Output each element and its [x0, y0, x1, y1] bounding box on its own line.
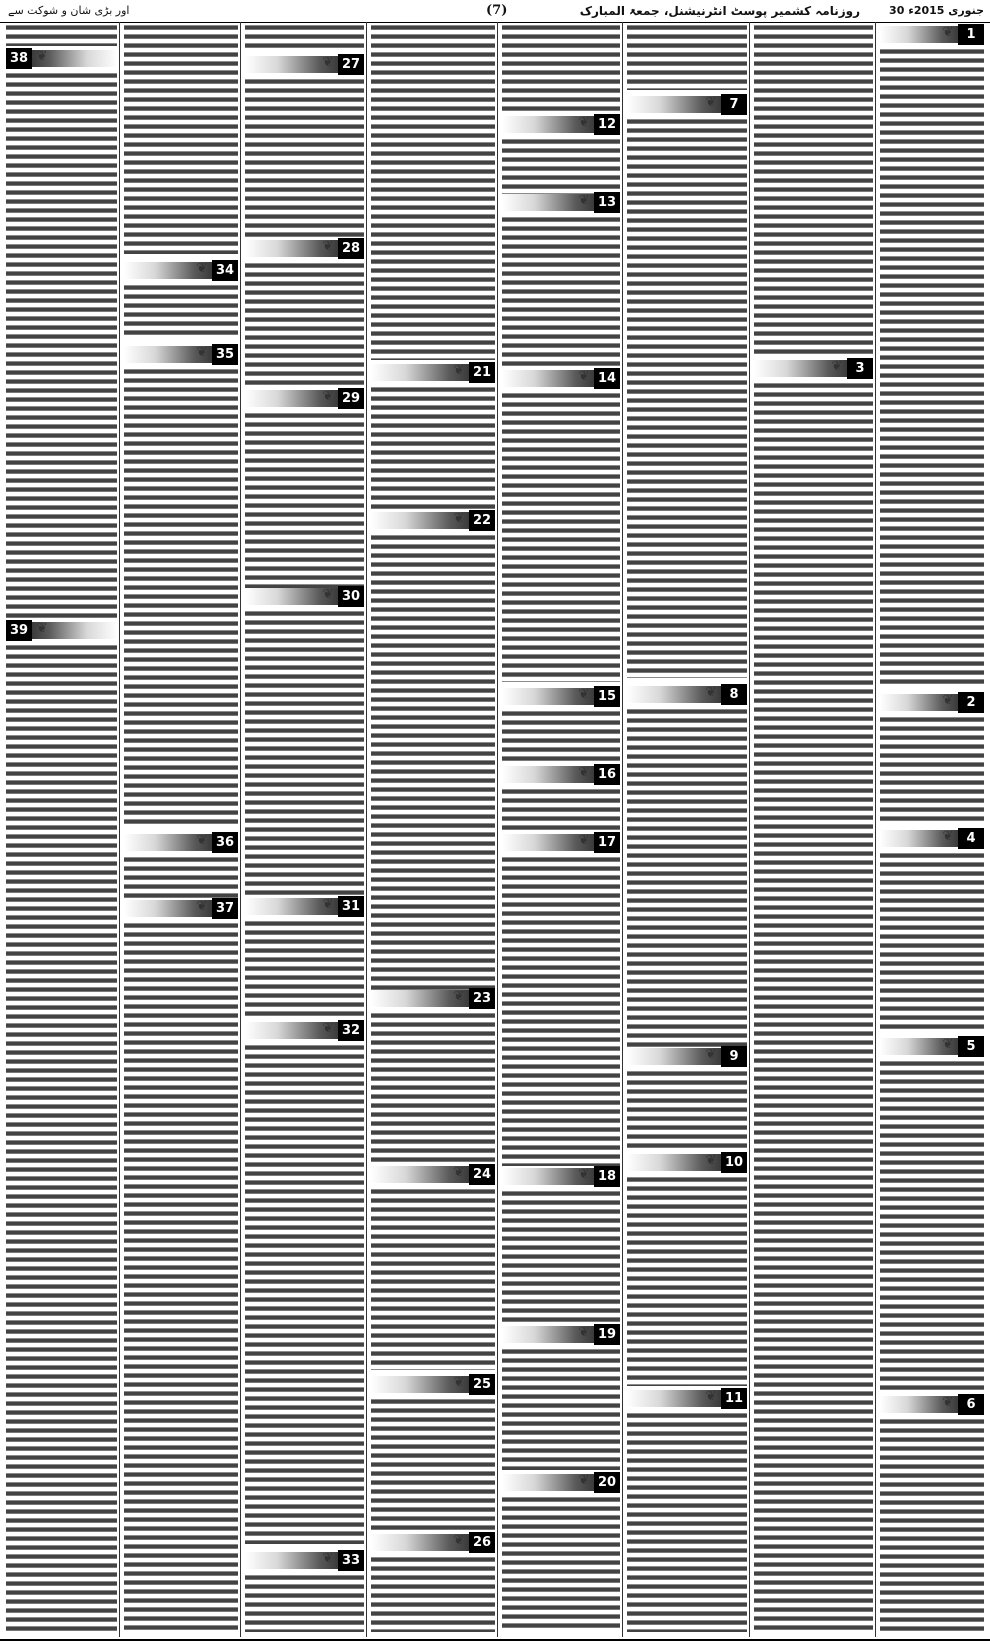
laurel-icon: ❦ [578, 193, 590, 208]
laurel-icon: ❦ [322, 1021, 334, 1036]
section-header-5 [880, 1036, 984, 1057]
page-number: (7) [486, 3, 508, 18]
newspaper-title: روزنامہ کشمیر پوسٹ انٹرنیشنل، جمعۃ المبارک [579, 4, 860, 18]
laurel-icon: ❦ [196, 899, 208, 914]
section-header-9 [627, 1046, 747, 1067]
section-number: 2 [958, 692, 984, 713]
section-header-32 [245, 1020, 364, 1041]
section-header-38 [6, 48, 117, 69]
section-header-13 [502, 192, 620, 213]
section-number: 1 [958, 24, 984, 45]
article-text-block [371, 1012, 495, 1182]
article-text-block [880, 852, 984, 1032]
article-text-block [754, 24, 873, 354]
article-text-block [245, 78, 364, 256]
article-text-block [627, 708, 747, 1068]
laurel-icon: ❦ [453, 989, 465, 1004]
section-header-2 [880, 692, 984, 713]
section-number: 35 [212, 344, 238, 365]
article-text-block [245, 1574, 364, 1632]
masthead-date: 30 جنوری 2015ء [889, 4, 984, 17]
section-number: 24 [469, 1164, 495, 1185]
section-header-37 [124, 898, 238, 919]
section-header-4 [880, 828, 984, 849]
column-5 [500, 22, 623, 1637]
section-number: 12 [594, 114, 620, 135]
article-text-block [880, 48, 984, 688]
laurel-icon: ❦ [578, 1473, 590, 1488]
section-header-7 [627, 94, 747, 115]
section-number: 13 [594, 192, 620, 213]
section-header-21 [371, 362, 495, 383]
section-number: 6 [958, 1394, 984, 1415]
column-2 [122, 22, 241, 1637]
article-text-block [124, 856, 238, 900]
laurel-icon: ❦ [322, 1551, 334, 1566]
article-text-block [502, 392, 620, 682]
laurel-icon: ❦ [453, 363, 465, 378]
column-1 [4, 22, 120, 1637]
laurel-icon: ❦ [705, 1047, 717, 1062]
section-header-24 [371, 1164, 495, 1185]
laurel-icon: ❦ [322, 389, 334, 404]
laurel-icon: ❦ [453, 1533, 465, 1548]
laurel-icon: ❦ [578, 687, 590, 702]
section-number: 27 [338, 54, 364, 75]
section-number: 10 [721, 1152, 747, 1173]
article-text-block [371, 1188, 495, 1370]
laurel-icon: ❦ [322, 587, 334, 602]
section-header-3 [754, 358, 873, 379]
laurel-icon: ❦ [453, 1375, 465, 1390]
footer-rule [0, 1639, 990, 1641]
article-text-block [880, 1060, 984, 1390]
laurel-icon: ❦ [322, 897, 334, 912]
laurel-icon: ❦ [942, 25, 954, 40]
section-number: 23 [469, 988, 495, 1009]
column-7 [752, 22, 876, 1637]
section-header-26 [371, 1532, 495, 1553]
article-text-block [371, 24, 495, 360]
laurel-icon: ❦ [705, 685, 717, 700]
section-number: 9 [721, 1046, 747, 1067]
laurel-icon: ❦ [322, 239, 334, 254]
section-number: 8 [721, 684, 747, 705]
article-text-block [754, 382, 873, 1632]
section-header-15 [502, 686, 620, 707]
article-text-block [627, 1412, 747, 1632]
section-number: 37 [212, 898, 238, 919]
article-text-block [502, 216, 620, 366]
section-header-16 [502, 764, 620, 785]
section-number: 4 [958, 828, 984, 849]
section-header-35 [124, 344, 238, 365]
section-header-1 [880, 24, 984, 45]
section-header-25 [371, 1374, 495, 1395]
article-text-block [502, 1496, 620, 1632]
laurel-icon: ❦ [705, 1153, 717, 1168]
section-header-11 [627, 1388, 747, 1409]
column-3 [243, 22, 367, 1637]
article-text-block [502, 1348, 620, 1470]
article-text-block [245, 920, 364, 1020]
laurel-icon: ❦ [453, 1165, 465, 1180]
section-number: 26 [469, 1532, 495, 1553]
article-text-block [371, 534, 495, 1004]
section-number: 30 [338, 586, 364, 607]
laurel-icon: ❦ [322, 55, 334, 70]
section-number: 11 [721, 1388, 747, 1409]
article-text-block [245, 412, 364, 592]
section-number: 34 [212, 260, 238, 281]
article-text-block [880, 716, 984, 824]
article-text-block [124, 284, 238, 338]
masthead [0, 0, 990, 23]
article-text-block [245, 610, 364, 912]
laurel-icon: ❦ [578, 115, 590, 130]
laurel-icon: ❦ [705, 1389, 717, 1404]
laurel-icon: ❦ [196, 345, 208, 360]
section-number: 17 [594, 832, 620, 853]
section-header-39 [6, 620, 117, 641]
section-number: 14 [594, 368, 620, 389]
section-header-36 [124, 832, 238, 853]
article-text-block [627, 1070, 747, 1150]
section-number: 20 [594, 1472, 620, 1493]
section-number: 25 [469, 1374, 495, 1395]
article-text-block [502, 710, 620, 762]
article-text-block [6, 644, 117, 1632]
section-header-19 [502, 1324, 620, 1345]
article-text-block [627, 1176, 747, 1386]
article-text-block [6, 24, 117, 46]
laurel-icon: ❦ [705, 95, 717, 110]
laurel-icon: ❦ [942, 693, 954, 708]
section-number: 29 [338, 388, 364, 409]
laurel-icon: ❦ [196, 833, 208, 848]
article-text-block [627, 118, 747, 678]
laurel-icon: ❦ [578, 369, 590, 384]
laurel-icon: ❦ [942, 1037, 954, 1052]
section-number: 31 [338, 896, 364, 917]
section-header-12 [502, 114, 620, 135]
masthead-left-text: اور بڑی شان و شوکت سے [8, 4, 130, 17]
article-text-block [245, 24, 364, 52]
section-header-10 [627, 1152, 747, 1173]
section-header-30 [245, 586, 364, 607]
section-header-29 [245, 388, 364, 409]
section-header-27 [245, 54, 364, 75]
section-number: 21 [469, 362, 495, 383]
laurel-icon: ❦ [942, 1395, 954, 1410]
article-text-block [124, 24, 238, 254]
section-header-20 [502, 1472, 620, 1493]
laurel-icon: ❦ [578, 1167, 590, 1182]
section-header-17 [502, 832, 620, 853]
laurel-icon: ❦ [36, 621, 48, 636]
article-text-block [124, 922, 238, 1632]
laurel-icon: ❦ [942, 829, 954, 844]
section-number: 32 [338, 1020, 364, 1041]
column-6 [625, 22, 750, 1637]
article-text-block [245, 1044, 364, 1544]
article-text-block [124, 368, 238, 828]
article-text-block [502, 1190, 620, 1330]
column-8 [878, 22, 986, 1637]
section-header-34 [124, 260, 238, 281]
article-text-block [6, 72, 117, 618]
article-text-block [371, 1398, 495, 1530]
section-number: 38 [6, 48, 32, 69]
article-text-block [371, 1556, 495, 1632]
section-header-23 [371, 988, 495, 1009]
section-number: 5 [958, 1036, 984, 1057]
laurel-icon: ❦ [453, 511, 465, 526]
section-number: 7 [721, 94, 747, 115]
article-text-block [880, 1418, 984, 1632]
laurel-icon: ❦ [578, 765, 590, 780]
section-header-28 [245, 238, 364, 259]
section-header-18 [502, 1166, 620, 1187]
section-header-8 [627, 684, 747, 705]
section-number: 39 [6, 620, 32, 641]
section-header-33 [245, 1550, 364, 1571]
section-number: 15 [594, 686, 620, 707]
section-number: 3 [847, 358, 873, 379]
laurel-icon: ❦ [196, 261, 208, 276]
section-header-14 [502, 368, 620, 389]
article-text-block [371, 386, 495, 526]
laurel-icon: ❦ [578, 1325, 590, 1340]
section-header-22 [371, 510, 495, 531]
laurel-icon: ❦ [578, 833, 590, 848]
section-header-31 [245, 896, 364, 917]
article-text-block [627, 24, 747, 90]
section-number: 36 [212, 832, 238, 853]
section-number: 18 [594, 1166, 620, 1187]
laurel-icon: ❦ [831, 359, 843, 374]
laurel-icon: ❦ [36, 49, 48, 64]
section-number: 33 [338, 1550, 364, 1571]
section-header-6 [880, 1394, 984, 1415]
section-number: 16 [594, 764, 620, 785]
section-number: 28 [338, 238, 364, 259]
column-4 [369, 22, 498, 1637]
section-number: 19 [594, 1324, 620, 1345]
article-text-block [502, 856, 620, 1166]
section-number: 22 [469, 510, 495, 531]
article-text-block [502, 24, 620, 112]
article-text-block [245, 262, 364, 386]
